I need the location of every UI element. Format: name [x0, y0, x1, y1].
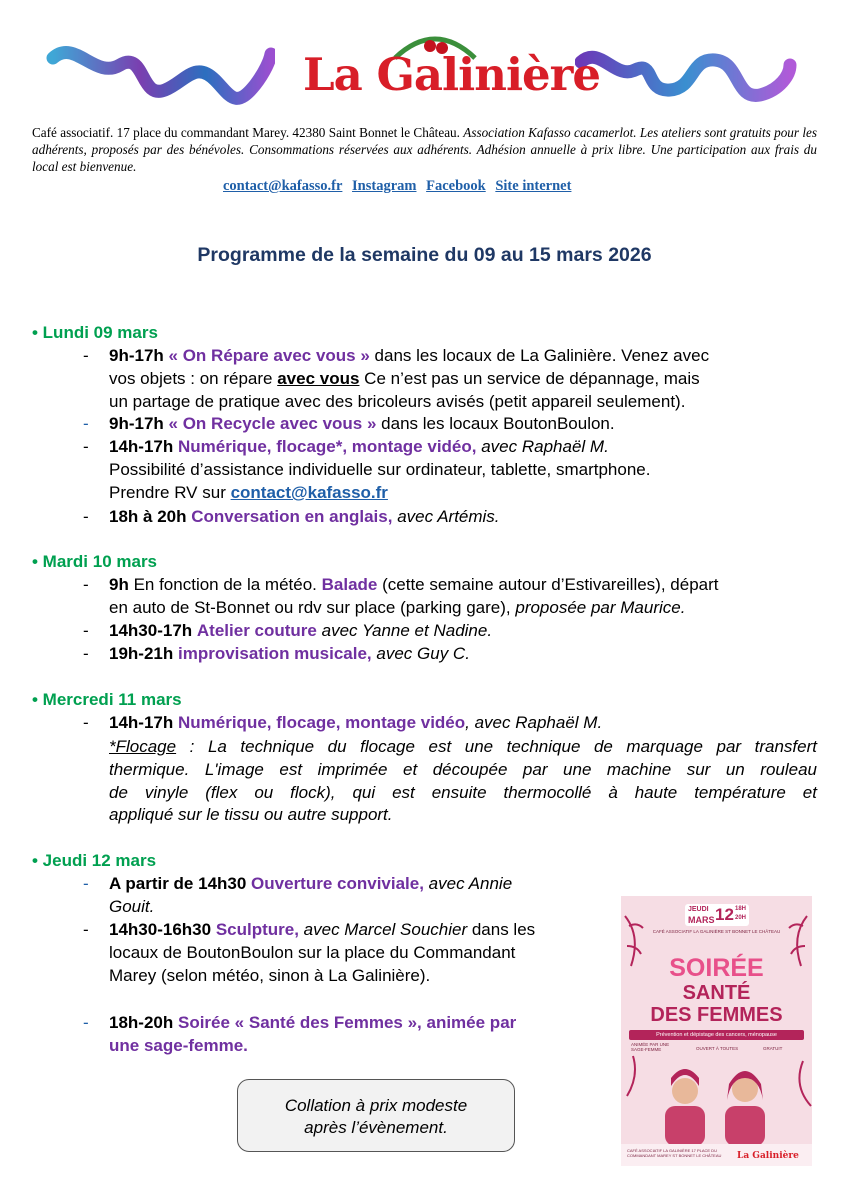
event-title: Balade — [321, 575, 378, 594]
poster-time-end: 20H — [735, 915, 747, 921]
poster-title-femmes: DES FEMMES — [650, 1004, 783, 1026]
event-title: Numérique, flocage*, montage vidéo, — [177, 437, 477, 456]
bullet-dash: - — [83, 507, 89, 526]
event-text: (cette semaine autour d’Estivareilles), départ — [377, 575, 719, 594]
poster-footer-address: CAFÉ ASSOCIATIF LA GALINIÈRE 17 PLACE DU COMMANDANT MAREY ST BONNET LE CHÂTEAU — [627, 1148, 722, 1158]
event-time: 9h-17h — [109, 346, 164, 365]
intro-address: Café associatif. 17 place du commandant Marey. 42380 Saint Bonnet le Château. — [32, 125, 460, 140]
event-text: vos objets : on répare — [109, 369, 278, 388]
event-host: avec Annie — [423, 874, 513, 893]
poster-venue: CAFÉ ASSOCIATIF LA GALINIÈRE ST BONNET LE CHÂTEAU — [652, 929, 781, 934]
monday-event-1-line3: un partage de pratique avec des bricoleurs avisés (petit appareil seulement). — [109, 392, 686, 411]
bullet-dash: - — [83, 575, 89, 594]
bullet-dash: - — [83, 713, 89, 732]
link-website[interactable]: Site internet — [495, 178, 572, 194]
event-host: avec Marcel Souchier — [298, 920, 468, 939]
event-host: avec Yanne et Nadine. — [316, 621, 493, 640]
bullet-dash: - — [83, 920, 89, 939]
event-host: avec Artémis. — [392, 507, 500, 526]
monday-event-2 — [109, 413, 615, 435]
thursday-event-2 — [109, 919, 535, 941]
collation-line1: Collation à prix modeste — [284, 1096, 468, 1115]
poster-title-soiree: SOIRÉE — [669, 954, 764, 982]
intro-association: Association Kafasso cacamerlot. Les ateliers sont gratuits pour les adhérents, proposés par des bénévoles. Consommations réservées aux adhérents. Adhésion annuelle à prix libre. Une participation aux frais du local est bienvenue. — [32, 125, 817, 174]
poster-badge-gratuit: GRATUIT — [763, 1046, 783, 1051]
thursday-event-2-line2: locaux de BoutonBoulon sur la place du Commandant — [109, 943, 516, 962]
bullet-dash: - — [83, 437, 89, 456]
thursday-event-3 — [109, 1012, 516, 1034]
event-text: dans les — [467, 920, 536, 939]
link-instagram[interactable]: Instagram — [352, 178, 417, 194]
flocage-note-line1 — [109, 736, 817, 758]
header-links — [223, 178, 577, 195]
event-text: En fonction de la météo. — [128, 575, 322, 594]
bullet-dash: - — [83, 346, 89, 365]
poster-time-start: 18H — [735, 906, 747, 912]
event-text: dans les locaux de La Galinière. Venez avec — [369, 346, 710, 365]
flocage-note-line2: thermique. L'image est imprimée et découpée par une machine sur un rouleau — [109, 760, 817, 779]
event-title: « On Répare avec vous » — [168, 346, 370, 365]
poster-date — [685, 904, 749, 926]
event-time: 14h-17h — [109, 437, 174, 456]
day-heading-monday: • Lundi 09 mars — [32, 323, 158, 342]
poster-day: JEUDI — [688, 906, 709, 913]
event-time: 14h30-17h — [109, 621, 193, 640]
poster-badge-ouvert: OUVERT À TOUTES — [696, 1046, 739, 1051]
flocage-label: *Flocage — [109, 737, 177, 756]
thursday-event-1 — [109, 873, 512, 895]
logo-title: La Galinière — [303, 48, 601, 101]
thursday-event-1-line2: Gouit. — [109, 897, 155, 916]
monday-event-1 — [109, 345, 709, 367]
note-text: : La technique du flocage est une technique de marquage par transfert — [176, 737, 817, 756]
collation-line2: après l’évènement. — [304, 1118, 448, 1137]
thursday-event-2-line3: Marey (selon météo, sinon à La Galinière). — [109, 966, 431, 985]
event-host: avec Guy C. — [371, 644, 470, 663]
poster-logo: La Galinière — [737, 1151, 799, 1161]
event-text: Prendre RV sur — [109, 483, 231, 502]
event-text: Ce n’est pas un service de dépannage, mais — [359, 369, 700, 388]
bullet-dash: - — [83, 644, 89, 663]
event-host: proposée par Maurice. — [515, 598, 686, 617]
bullet-dash: - — [83, 414, 89, 433]
monday-event-3 — [109, 436, 609, 458]
event-time: 18h-20h — [109, 1013, 174, 1032]
contact-email-link[interactable]: contact@kafasso.fr — [230, 483, 388, 502]
event-title: Soirée « Santé des Femmes », animée par — [177, 1013, 517, 1032]
event-text: dans les locaux BoutonBoulon. — [376, 414, 615, 433]
collation-box — [237, 1079, 515, 1152]
event-title: Numérique, flocage, montage vidéo — [177, 713, 466, 732]
day-heading-tuesday: • Mardi 10 mars — [32, 552, 158, 571]
bullet-dash: - — [83, 874, 89, 893]
event-host: , avec Raphaël M. — [465, 713, 603, 732]
event-time: 19h-21h — [109, 644, 174, 663]
flocage-note-line4: appliqué sur le tissu ou autre support. — [109, 805, 393, 824]
event-title: Sculpture, — [215, 920, 299, 939]
monday-event-3-line2: Possibilité d’assistance individuelle sur ordinateur, tablette, smartphone. — [109, 460, 651, 479]
tuesday-event-1-line2 — [109, 597, 685, 619]
link-email[interactable]: contact@kafasso.fr — [223, 178, 343, 194]
event-emphasis: avec vous — [277, 369, 360, 388]
squiggle-left-decoration — [45, 40, 275, 115]
event-time: 9h-17h — [109, 414, 164, 433]
link-facebook[interactable]: Facebook — [426, 178, 486, 194]
poster-day-number: 12 — [715, 905, 734, 924]
thursday-event-3-line2: une sage-femme. — [109, 1036, 248, 1055]
bullet-dash: - — [83, 1013, 89, 1032]
monday-event-4 — [109, 506, 500, 528]
event-title: Atelier couture — [196, 621, 317, 640]
bullet-dash: - — [83, 621, 89, 640]
event-title: Conversation en anglais, — [191, 507, 393, 526]
event-time: 14h-17h — [109, 713, 174, 732]
event-poster — [621, 896, 812, 1166]
poster-month: MARS — [688, 915, 715, 925]
event-time: 14h30-16h30 — [109, 920, 212, 939]
poster-badge-sage-femme: ANIMÉE PAR UNE SAGE-FEMME — [631, 1042, 670, 1052]
event-title: Ouverture conviviale, — [251, 874, 424, 893]
flocage-note-line3: de vinyle (flex ou flock), qui est ensuite thermocollé à haute température et — [109, 783, 817, 802]
day-heading-thursday: • Jeudi 12 mars — [32, 851, 157, 870]
event-time: 9h — [109, 575, 129, 594]
page-title: Programme de la semaine du 09 au 15 mars 2026 — [197, 244, 652, 266]
poster-title-sante: SANTÉ — [682, 982, 751, 1004]
event-host: avec Raphaël M. — [476, 437, 609, 456]
wednesday-event-1 — [109, 712, 602, 734]
event-time: 18h à 20h — [109, 507, 187, 526]
intro-text — [32, 124, 817, 175]
event-time: A partir de 14h30 — [109, 874, 247, 893]
day-heading-wednesday: • Mercredi 11 mars — [32, 690, 182, 709]
poster-subtitle: Prévention et dépistage des cancers, ménopause — [629, 1030, 804, 1040]
tuesday-event-1 — [109, 574, 719, 596]
squiggle-right-decoration — [575, 40, 800, 115]
monday-event-1-line2 — [109, 368, 700, 390]
tuesday-event-2 — [109, 620, 492, 642]
event-title: « On Recycle avec vous » — [168, 414, 377, 433]
tuesday-event-3 — [109, 643, 470, 665]
event-title: improvisation musicale, — [177, 644, 372, 663]
monday-event-3-line3 — [109, 482, 388, 504]
event-text: en auto de St-Bonnet ou rdv sur place (parking gare), — [109, 598, 516, 617]
